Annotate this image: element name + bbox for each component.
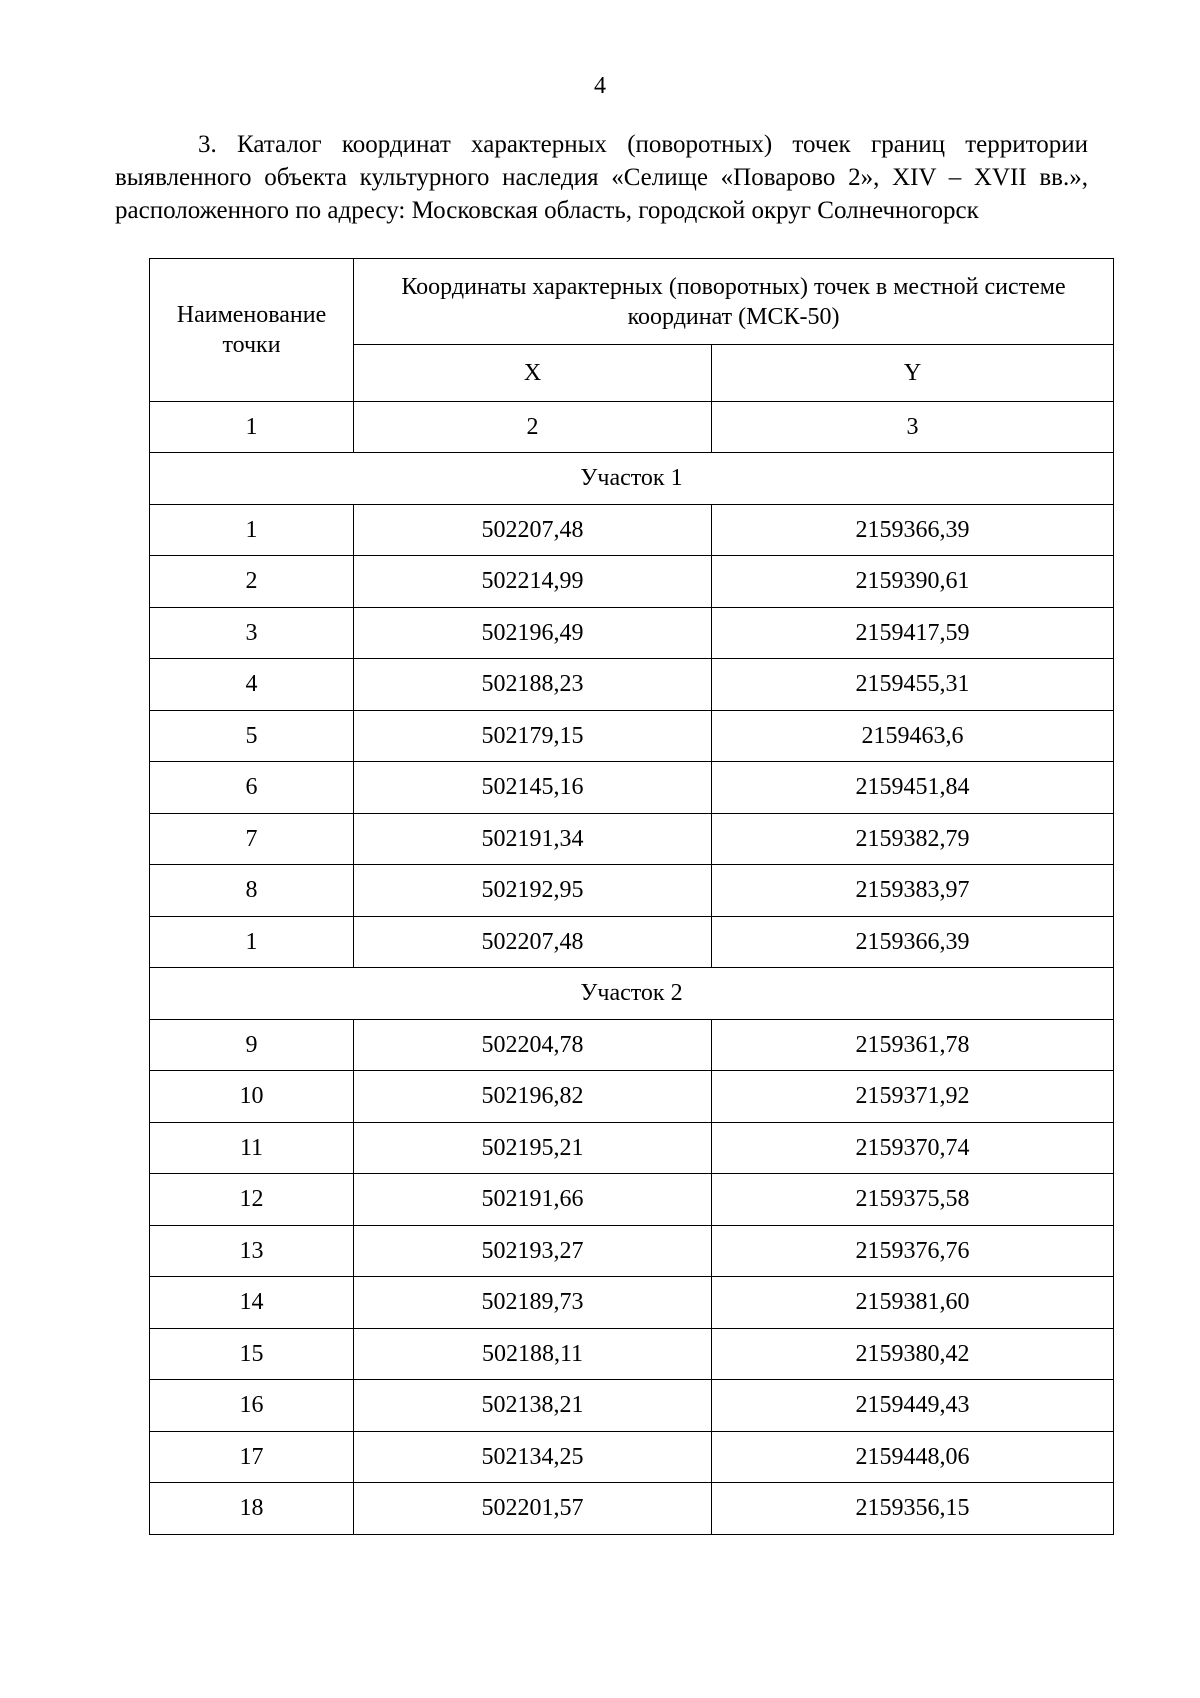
x-coordinate-cell: 502204,78 xyxy=(354,1019,712,1071)
point-name-cell: 16 xyxy=(150,1380,354,1432)
y-coordinate-cell: 2159381,60 xyxy=(712,1277,1114,1329)
table-row xyxy=(150,504,1114,556)
y-coordinate-cell: 2159449,43 xyxy=(712,1380,1114,1432)
x-coordinate-cell: 502193,27 xyxy=(354,1225,712,1277)
y-coordinate-cell: 2159376,76 xyxy=(712,1225,1114,1277)
y-coordinate-cell: 2159417,59 xyxy=(712,607,1114,659)
section-row xyxy=(150,968,1114,1020)
y-coordinate-cell: 2159380,42 xyxy=(712,1328,1114,1380)
y-coordinate-cell: 2159375,58 xyxy=(712,1174,1114,1226)
header-point-name: Наименование точки xyxy=(150,259,354,402)
page-number: 4 xyxy=(594,73,606,99)
x-coordinate-cell: 502196,49 xyxy=(354,607,712,659)
point-name-cell: 1 xyxy=(150,916,354,968)
table-row xyxy=(150,1380,1114,1432)
point-name-cell: 18 xyxy=(150,1483,354,1535)
heading-first-line: 3. Каталог координат характерных (поворотных) точек границ территории xyxy=(198,131,1088,158)
x-coordinate-cell: 502195,21 xyxy=(354,1122,712,1174)
y-coordinate-cell: 2159366,39 xyxy=(712,916,1114,968)
header-coordinates-group: Координаты характерных (поворотных) точек в местной системе координат (МСК-50) xyxy=(354,259,1114,345)
x-coordinate-cell: 502207,48 xyxy=(354,916,712,968)
x-coordinate-cell: 502207,48 xyxy=(354,504,712,556)
y-coordinate-cell: 2159361,78 xyxy=(712,1019,1114,1071)
table-row xyxy=(150,1431,1114,1483)
x-coordinate-cell: 502188,11 xyxy=(354,1328,712,1380)
x-coordinate-cell: 502191,66 xyxy=(354,1174,712,1226)
table-row xyxy=(150,916,1114,968)
point-name-cell: 14 xyxy=(150,1277,354,1329)
x-coordinate-cell: 502214,99 xyxy=(354,556,712,608)
y-coordinate-cell: 2159390,61 xyxy=(712,556,1114,608)
y-coordinate-cell: 2159448,06 xyxy=(712,1431,1114,1483)
point-name-cell: 1 xyxy=(150,504,354,556)
table-row xyxy=(150,556,1114,608)
point-name-cell: 6 xyxy=(150,762,354,814)
point-name-cell: 11 xyxy=(150,1122,354,1174)
table-row xyxy=(150,1277,1114,1329)
x-coordinate-cell: 502138,21 xyxy=(354,1380,712,1432)
x-coordinate-cell: 502201,57 xyxy=(354,1483,712,1535)
x-coordinate-cell: 502192,95 xyxy=(354,865,712,917)
point-name-cell: 8 xyxy=(150,865,354,917)
table-row xyxy=(150,1483,1114,1535)
point-name-cell: 2 xyxy=(150,556,354,608)
table-row xyxy=(150,1071,1114,1123)
table-body xyxy=(150,453,1114,1535)
table-row xyxy=(150,1122,1114,1174)
x-coordinate-cell: 502179,15 xyxy=(354,710,712,762)
x-coordinate-cell: 502134,25 xyxy=(354,1431,712,1483)
point-name-cell: 12 xyxy=(150,1174,354,1226)
y-coordinate-cell: 2159371,92 xyxy=(712,1071,1114,1123)
y-coordinate-cell: 2159383,97 xyxy=(712,865,1114,917)
table-row xyxy=(150,607,1114,659)
table-row xyxy=(150,1019,1114,1071)
table-row xyxy=(150,865,1114,917)
x-coordinate-cell: 502191,34 xyxy=(354,813,712,865)
y-coordinate-cell: 2159451,84 xyxy=(712,762,1114,814)
table-row xyxy=(150,813,1114,865)
point-name-cell: 13 xyxy=(150,1225,354,1277)
table-row xyxy=(150,762,1114,814)
y-coordinate-cell: 2159370,74 xyxy=(712,1122,1114,1174)
section-title: Участок 2 xyxy=(150,968,1114,1020)
table-row xyxy=(150,659,1114,711)
point-name-cell: 4 xyxy=(150,659,354,711)
column-number: 1 xyxy=(150,402,354,453)
y-coordinate-cell: 2159366,39 xyxy=(712,504,1114,556)
table-row xyxy=(150,1174,1114,1226)
section-row xyxy=(150,453,1114,505)
heading-rest: выявленного объекта культурного наследия «Селище «Поварово 2», XIV – XVII вв.», расположенного по адресу: Московская область, городской округ Солнечногорск xyxy=(115,164,1088,224)
table-header xyxy=(150,259,1114,453)
table-row xyxy=(150,1225,1114,1277)
y-coordinate-cell: 2159356,15 xyxy=(712,1483,1114,1535)
point-name-cell: 3 xyxy=(150,607,354,659)
point-name-cell: 5 xyxy=(150,710,354,762)
point-name-cell: 17 xyxy=(150,1431,354,1483)
x-coordinate-cell: 502189,73 xyxy=(354,1277,712,1329)
x-coordinate-cell: 502188,23 xyxy=(354,659,712,711)
x-coordinate-cell: 502196,82 xyxy=(354,1071,712,1123)
column-number: 2 xyxy=(354,402,712,453)
header-x: X xyxy=(354,345,712,402)
header-y: Y xyxy=(712,345,1114,402)
y-coordinate-cell: 2159463,6 xyxy=(712,710,1114,762)
x-coordinate-cell: 502145,16 xyxy=(354,762,712,814)
column-number: 3 xyxy=(712,402,1114,453)
section-title: Участок 1 xyxy=(150,453,1114,505)
y-coordinate-cell: 2159382,79 xyxy=(712,813,1114,865)
point-name-cell: 7 xyxy=(150,813,354,865)
table-row xyxy=(150,1328,1114,1380)
document-heading xyxy=(115,128,1088,227)
point-name-cell: 9 xyxy=(150,1019,354,1071)
y-coordinate-cell: 2159455,31 xyxy=(712,659,1114,711)
table-row xyxy=(150,710,1114,762)
point-name-cell: 15 xyxy=(150,1328,354,1380)
coordinates-table xyxy=(149,258,1114,1535)
point-name-cell: 10 xyxy=(150,1071,354,1123)
